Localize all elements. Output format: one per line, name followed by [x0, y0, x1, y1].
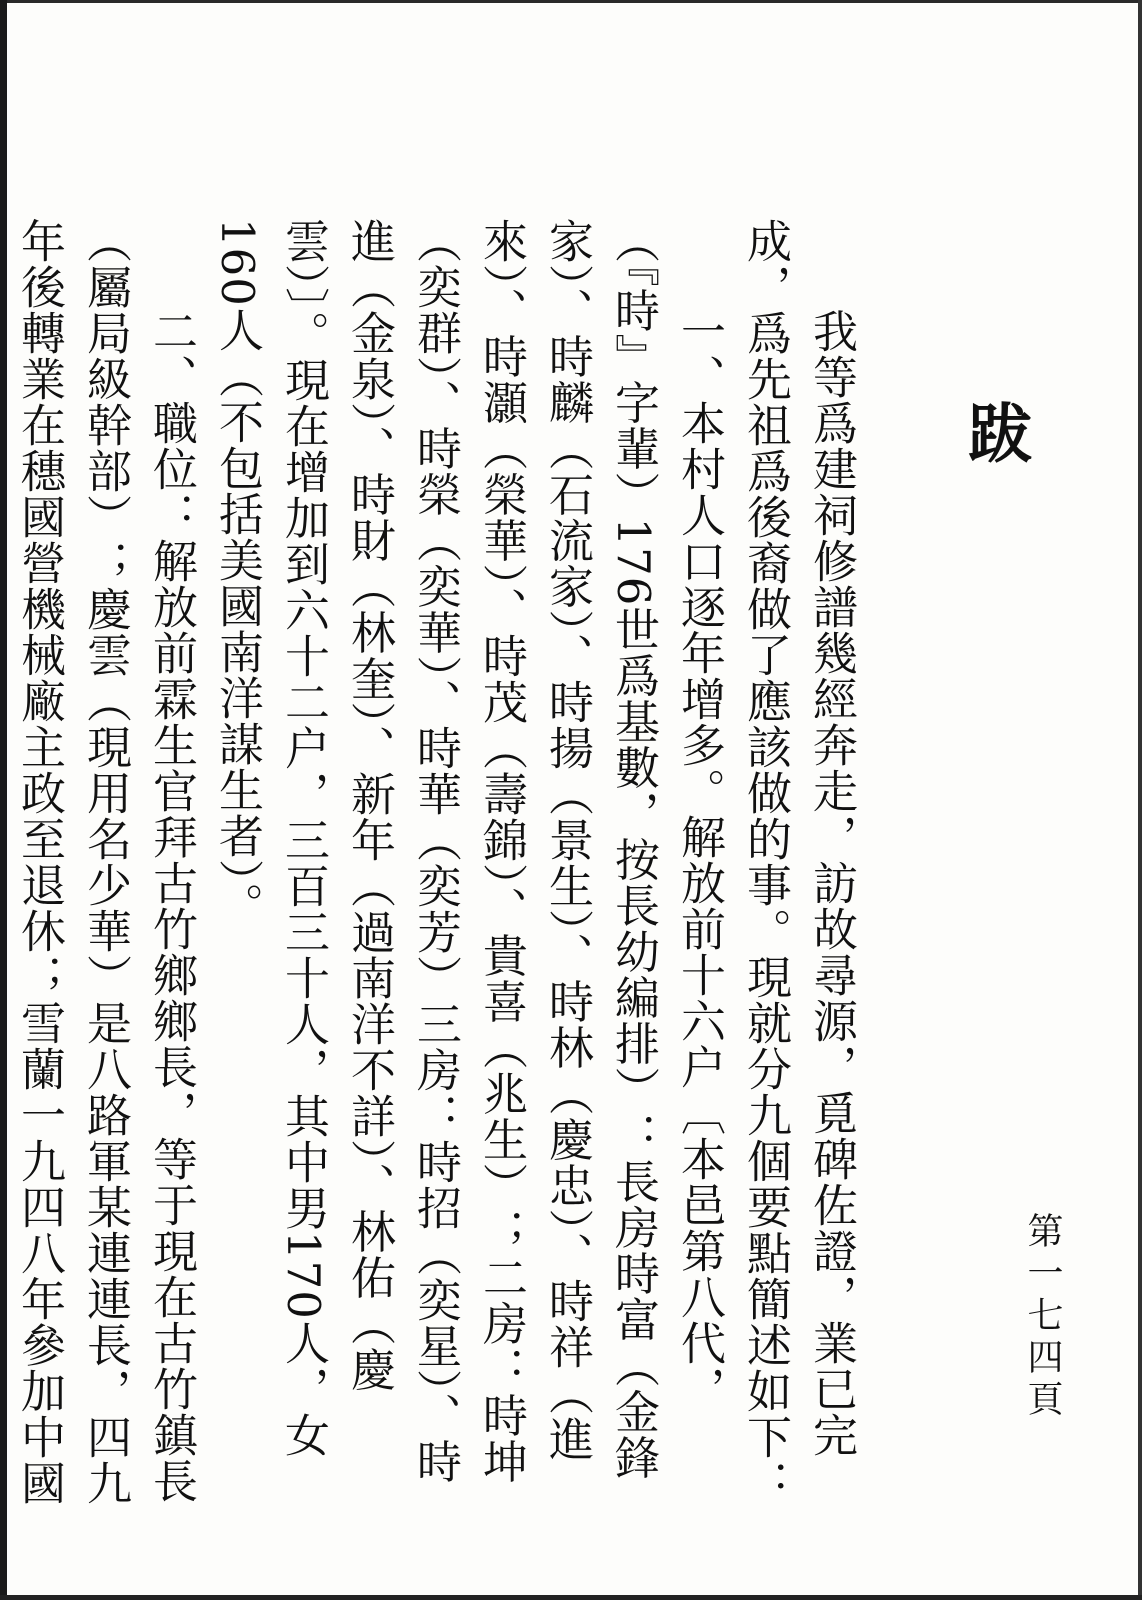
page-number: 第一七四頁 [1022, 1212, 1063, 1422]
paragraph-population-text: 一、本村人口逐年增多。解放前十六户〔本邑第八代，（『時』字輩）176世爲基數，按長幼編排）：長房時富（金鋒家）、時麟（石流家）、時揚（景生）、時林（慶忠）、時祥（進來）、時灝（榮華）、時茂（壽錦）、貴喜（兆生）；二房：時坤（奕群）、時榮（奕華）、時華（奕芳）三房：時招（奕星）、時進（金泉）、時財（林奎）、新年（過南洋不詳）、林佑（慶雲）〕。現在增加到六十二户，三百三十人，其中男170人，女160人（不包括美國南洋謀生者）。 [211, 218, 726, 1485]
paragraph-intro [732, 218, 864, 1518]
scan-edge-right [1138, 0, 1142, 1600]
scan-edge-bottom [0, 1595, 1142, 1600]
paragraph-positions-text: 二、職位：解放前霖生官拜古竹鄉鄉長，等于現在古竹鎮長（屬局級幹部）；慶雲（現用名少華）是八路軍某連連長，四九年後轉業在穗國營機械廠主政至退休；雪蘭一九四八年參加中國 [13, 218, 198, 1506]
page-title: 跋 [957, 400, 1032, 464]
paragraph-intro-text: 我等爲建祠修譜幾經奔走，訪故尋源，覓碑佐證，業已完成，爲先祖爲後裔做了應該做的事。現就分九個要點簡述如下： [739, 218, 858, 1506]
scan-edge-top [0, 0, 1142, 3]
body-text [0, 218, 864, 1518]
paragraph-positions [0, 218, 204, 1518]
paragraph-population [204, 218, 732, 1518]
